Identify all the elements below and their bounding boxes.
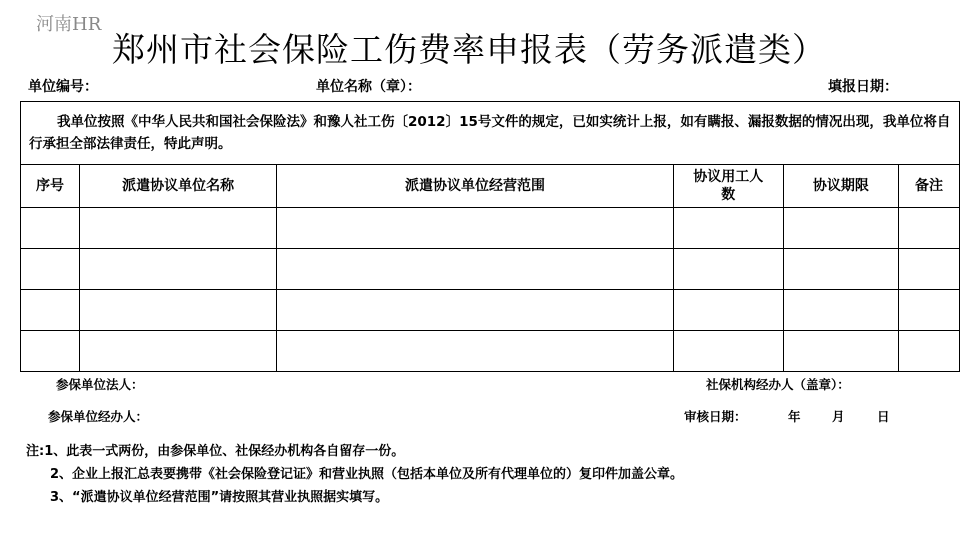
cell[interactable] bbox=[277, 208, 673, 249]
cell[interactable] bbox=[898, 208, 959, 249]
cell[interactable] bbox=[673, 208, 783, 249]
cell[interactable] bbox=[783, 208, 898, 249]
cell[interactable] bbox=[673, 249, 783, 290]
cell[interactable] bbox=[80, 208, 277, 249]
col-header-remarks: 备注 bbox=[898, 165, 959, 208]
cell[interactable] bbox=[21, 249, 80, 290]
statement: 我单位按照《中华人民共和国社会保险法》和豫人社工伤〔2012〕15号文件的规定，已如实统计上报，如有瞒报、漏报数据的情况出现，我单位将自行承担全部法律责任，特此声明。 bbox=[21, 102, 960, 165]
cell[interactable] bbox=[277, 249, 673, 290]
col-header-headcount: 协议用工人数 bbox=[673, 165, 783, 208]
fill-date-label: 填报日期： bbox=[828, 79, 898, 95]
cell[interactable] bbox=[277, 290, 673, 331]
month-label: 月 bbox=[832, 409, 845, 424]
cell[interactable] bbox=[783, 290, 898, 331]
unit-number-label: 单位编号： bbox=[28, 79, 98, 95]
page-title: 郑州市社会保险工伤费率申报表（劳务派遣类） bbox=[112, 30, 826, 69]
col-header-term: 协议期限 bbox=[783, 165, 898, 208]
note-3: 3、“派遣协议单位经营范围”请按照其营业执照据实填写。 bbox=[50, 490, 389, 505]
cell[interactable] bbox=[277, 331, 673, 372]
col-header-unit-name: 派遣协议单位名称 bbox=[80, 165, 277, 208]
cell[interactable] bbox=[21, 290, 80, 331]
legal-person-label: 参保单位法人： bbox=[56, 377, 144, 392]
unit-name-label: 单位名称（章）： bbox=[316, 79, 421, 95]
cell[interactable] bbox=[898, 331, 959, 372]
cell[interactable] bbox=[80, 249, 277, 290]
cell[interactable] bbox=[898, 290, 959, 331]
cell[interactable] bbox=[673, 331, 783, 372]
agency-handler-label: 社保机构经办人（盖章）： bbox=[706, 377, 850, 392]
year-label: 年 bbox=[788, 409, 801, 424]
table-row bbox=[21, 208, 960, 249]
cell[interactable] bbox=[673, 290, 783, 331]
watermark: 河南HR bbox=[36, 14, 102, 35]
cell[interactable] bbox=[783, 331, 898, 372]
cell[interactable] bbox=[21, 208, 80, 249]
cell[interactable] bbox=[21, 331, 80, 372]
table-row bbox=[21, 290, 960, 331]
note-1: 注:1、此表一式两份，由参保单位、社保经办机构各自留存一份。 bbox=[26, 444, 405, 459]
review-date-label: 审核日期： bbox=[684, 409, 747, 424]
cell[interactable] bbox=[783, 249, 898, 290]
cell[interactable] bbox=[898, 249, 959, 290]
col-header-index: 序号 bbox=[21, 165, 80, 208]
day-label: 日 bbox=[877, 409, 890, 424]
note-2: 2、企业上报汇总表要携带《社会保险登记证》和营业执照（包括本单位及所有代理单位的）复印件加盖公章。 bbox=[50, 467, 684, 482]
cell[interactable] bbox=[80, 331, 277, 372]
cell[interactable] bbox=[80, 290, 277, 331]
table-row bbox=[21, 249, 960, 290]
unit-handler-label: 参保单位经办人： bbox=[48, 409, 149, 424]
table-row bbox=[21, 331, 960, 372]
declaration-table bbox=[20, 101, 960, 372]
col-header-business-scope: 派遣协议单位经营范围 bbox=[277, 165, 673, 208]
